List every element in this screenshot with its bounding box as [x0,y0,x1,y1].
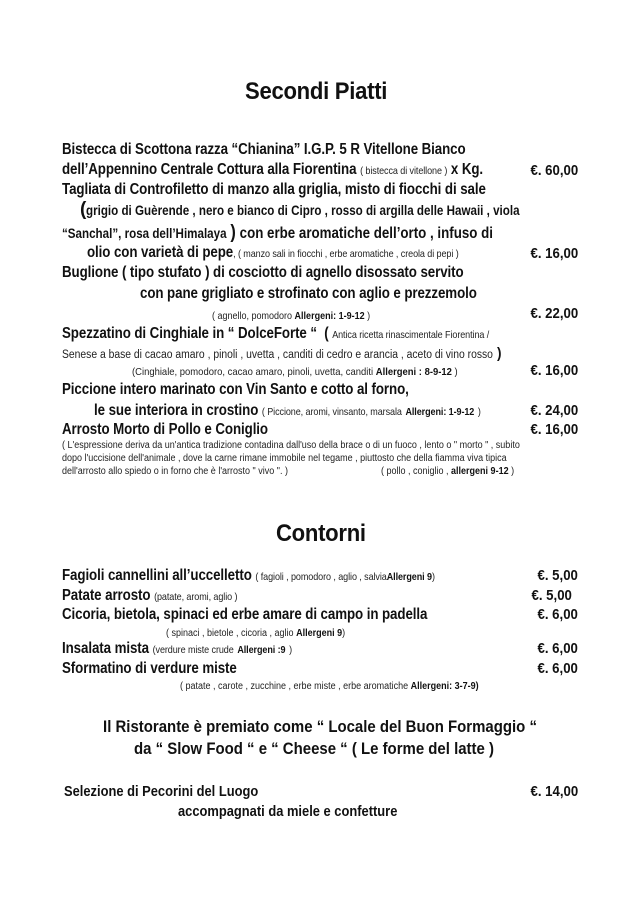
item-note [381,465,514,478]
note-text: (patate, aromi, aglio ) [154,591,238,603]
note-text: (Cinghiale, pomodoro, cacao amaro, pinoli, uvetta, canditi [132,366,374,378]
note-text: ( pollo , coniglio , [381,466,449,477]
item-desc: Antica ricetta rinascimentale Fiorentina / [332,329,490,341]
item-desc: le sue interiora in crostino [94,402,259,419]
item-desc: con erbe aromatiche dell’orto , infuso di [239,225,493,242]
note-end: ) [289,644,293,656]
item-name-line [62,640,292,658]
item-note [212,310,370,323]
item-name: Spezzatino di Cinghiale in “ DolceForte “ [62,325,317,342]
note-text: ( fagioli , pomodoro , aglio , salvia [255,571,387,583]
item-price: €. 5,00 [537,567,578,584]
note-text: ( agnello, pomodoro [212,311,293,322]
item-note [132,366,458,379]
item-price: €. 24,00 [530,402,578,419]
paren-close: ) [230,222,236,243]
item-name-cont [62,161,483,179]
item-note [180,680,479,693]
item-desc: accompagnati da miele e confetture [178,803,398,820]
item-desc-line [62,345,501,363]
item-name: Fagioli cannellini all’uccelletto [62,567,252,584]
item-price: €. 6,00 [537,660,578,677]
item-name: Cicoria, bietola, spinaci ed erbe amare di campo in padella [62,606,428,623]
allergens: Allergeni :9 [237,644,286,656]
allergens: Allergeni 9 [386,571,432,583]
note-end: ) [431,571,435,583]
item-name: Bistecca di Scottona razza “Chianina” I.G.P. 5 R Vitellone Bianco [62,141,466,158]
item-desc-line [87,244,459,262]
item-desc-line [80,199,590,221]
item-price: €. 6,00 [537,606,578,623]
item-desc: Senese a base di cacao amaro , pinoli , uvetta , canditi di cedro e arancia , aceto di vino rosso [62,349,493,361]
note-text: ( patate , carote , zucchine , erbe miste , erbe aromatiche [180,681,409,692]
item-price: €. 6,00 [537,640,578,657]
item-desc: olio con varietà di pepe [87,244,234,261]
item-name: Sformatino di verdure miste [62,660,237,677]
section-title-contorni: Contorni [276,520,366,547]
note-end: ) [454,366,458,378]
item-name: Buglione ( tipo stufato ) di cosciotto di agnello disossato servito [62,264,464,281]
allergens: Allergeni : 8-9-12 [375,366,452,378]
award-line-1: Il Ristorante è premiato come “ Locale del Buon Formaggio “ [103,717,537,736]
allergens: Allergeni 9 [296,628,343,639]
note-end: ) [367,311,371,322]
item-desc: con pane grigliato e strofinato con aglio e prezzemolo [140,285,477,302]
item-price: €. 60,00 [530,162,578,179]
item-name: Patate arrosto [62,587,151,604]
allergens: Allergeni: 1-9-12 [405,406,475,418]
note-end: ) [477,406,481,418]
item-note [166,627,345,640]
item-price: €. 16,00 [530,362,578,379]
item-name: Arrosto Morto di Pollo e Coniglio [62,421,268,438]
allergens: Allergeni: 3-7-9) [410,681,479,692]
item-price: €. 14,00 [530,783,578,800]
paren-open: ( [80,199,87,220]
item-unit: x Kg. [450,161,484,178]
item-name: Insalata mista [62,640,149,657]
item-price: €. 16,00 [530,421,578,438]
section-title-secondi: Secondi Piatti [245,78,388,105]
item-name-line [62,567,435,585]
item-name-line [62,587,237,605]
item-name: Piccione intero marinato con Vin Santo e cotto al forno, [62,381,409,398]
item-desc-line [94,402,481,420]
note-text: (verdure miste crude [152,644,234,656]
item-name: Tagliata di Controfiletto di manzo alla griglia, misto di fiocchi di sale [62,181,486,198]
item-price: €. 5,00 [531,587,572,604]
item-desc: grigio di Guèrende , nero e bianco di Cipro , rosso di argilla delle Hawaii , viola [86,203,520,218]
paren-open: ( [324,325,329,342]
item-note: ( bistecca di vitellone ) [360,165,448,177]
item-desc: ( L'espressione deriva da un'antica tradizione contadina dall'uso della brace o di un fuoco , lento o " morto " , subito [62,440,520,451]
item-desc: dopo l'uccisione dell'animale , dove la carne rimane immobile nel tegame , piuttosto che della fiamma viva tipica [62,453,507,464]
item-price: €. 22,00 [530,305,578,322]
item-name-line [62,325,489,343]
item-desc: “Sanchal”, rosa dell’Himalaya [62,226,227,241]
item-price: €. 16,00 [530,245,578,262]
paren-close: ) [496,345,502,362]
item-name-line2: dell’Appennino Centrale Cottura alla Fiorentina [62,161,357,178]
allergens: Allergeni: 1-9-12 [294,311,365,322]
item-note: , ( manzo sali in fiocchi , erbe aromatiche , creola di pepi ) [233,248,459,260]
award-line-2: da “ Slow Food “ e “ Cheese “ ( Le forme del latte ) [134,739,494,758]
item-desc-line [62,222,493,244]
note-text: ( Piccione, aromi, vinsanto, marsala [261,406,402,418]
item-desc: dell'arrosto allo spiedo o in forno che è l'arrosto " vivo ". ) [62,466,288,477]
allergens: allergeni 9-12 [451,466,509,477]
note-end: ) [511,466,515,477]
note-text: ( spinaci , bietole , cicoria , aglio [166,628,294,639]
item-name: Selezione di Pecorini del Luogo [64,783,259,800]
note-end: ) [342,628,346,639]
